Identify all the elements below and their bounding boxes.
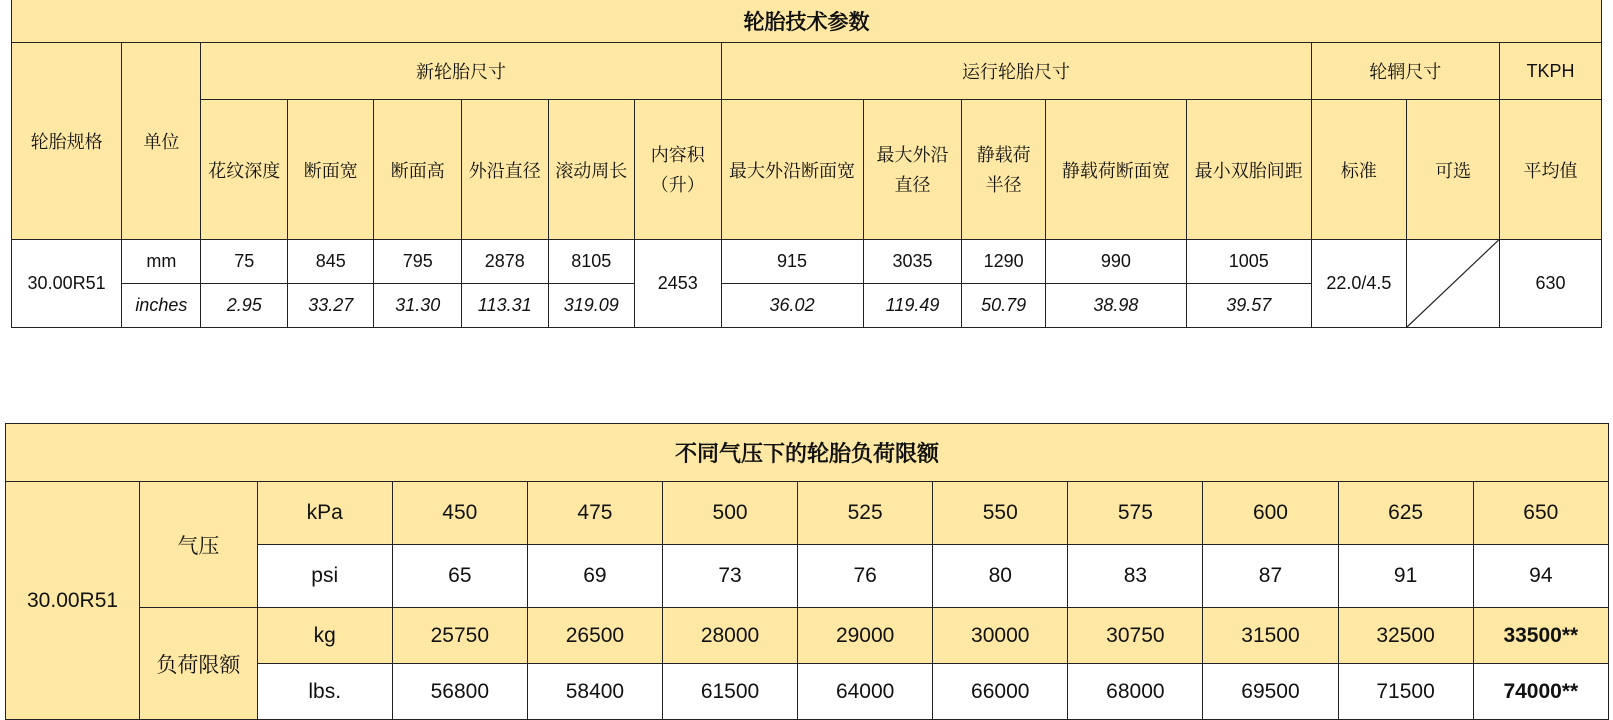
unit-psi: psi [257,545,392,608]
lbs-value: 66000 [933,664,1068,720]
header-static-load-radius-line2: 半径 [985,174,1022,195]
cell-static-load-radius-in: 50.79 [962,284,1045,328]
header-outer-diameter: 外沿直径 [462,100,549,240]
header-group-rim: 轮辋尺寸 [1311,43,1499,100]
header-tread-depth: 花纹深度 [201,100,288,240]
header-static-load-radius [962,100,1045,240]
lbs-value: 64000 [798,664,933,720]
lbs-value: 68000 [1068,664,1203,720]
header-static-load-section-width: 静载荷断面宽 [1045,100,1186,240]
header-max-outer-section-width: 最大外沿断面宽 [721,100,863,240]
lbs-value: 69500 [1203,664,1338,720]
label-load-limit: 负荷限额 [140,608,258,720]
header-group-new-tire: 新轮胎尺寸 [201,43,721,100]
psi-value: 94 [1473,545,1608,608]
kg-value: 26500 [527,608,662,664]
cell-section-width-mm: 845 [287,240,374,284]
header-rim-optional: 可选 [1407,100,1500,240]
cell-unit-mm: mm [122,240,201,284]
cell-rim-optional-empty [1407,240,1500,328]
diagonal-slash [1407,240,1499,327]
kpa-value: 500 [662,482,797,545]
kpa-value: 650 [1473,482,1608,545]
cell-rolling-circ-in: 319.09 [548,284,635,328]
cell-min-dual-spacing-mm: 1005 [1186,240,1311,284]
kpa-value: 450 [392,482,527,545]
cell-rolling-circ-mm: 8105 [548,240,635,284]
cell-min-dual-spacing-in: 39.57 [1186,284,1311,328]
kg-value: 31500 [1203,608,1338,664]
psi-value: 83 [1068,545,1203,608]
cell-rim-standard: 22.0/4.5 [1311,240,1407,328]
kg-value: 25750 [392,608,527,664]
kpa-value: 575 [1068,482,1203,545]
cell-max-outer-section-width-mm: 915 [721,240,863,284]
kpa-value: 600 [1203,482,1338,545]
header-volume-line2: （升） [650,174,705,195]
header-rim-standard: 标准 [1311,100,1407,240]
header-section-height: 断面高 [374,100,462,240]
cell-max-outer-diameter-in: 119.49 [863,284,962,328]
psi-value: 73 [662,545,797,608]
psi-value: 80 [933,545,1068,608]
cell-static-load-section-width-mm: 990 [1045,240,1186,284]
cell-section-height-mm: 795 [374,240,462,284]
cell-section-height-in: 31.30 [374,284,462,328]
kg-value: 32500 [1338,608,1473,664]
header-group-running-tire: 运行轮胎尺寸 [721,43,1311,100]
header-tire-spec: 轮胎规格 [12,43,122,240]
kpa-value: 475 [527,482,662,545]
lbs-value-max: 74000** [1473,664,1608,720]
cell-static-load-section-width-in: 38.98 [1045,284,1186,328]
cell-volume: 2453 [635,240,722,328]
psi-value: 65 [392,545,527,608]
psi-value: 91 [1338,545,1473,608]
header-max-outer-diameter-line1: 最大外沿 [876,144,949,165]
cell-max-outer-diameter-mm: 3035 [863,240,962,284]
cell-tread-depth-in: 2.95 [201,284,288,328]
header-max-outer-diameter-line2: 直径 [894,174,931,195]
unit-lbs: lbs. [257,664,392,720]
spec-table-title: 轮胎技术参数 [12,0,1602,43]
kg-value-max: 33500** [1473,608,1608,664]
lbs-value: 56800 [392,664,527,720]
cell-tire-spec: 30.00R51 [12,240,122,328]
kpa-value: 550 [933,482,1068,545]
cell-unit-inches: inches [122,284,201,328]
load-limit-table [5,423,1609,720]
header-max-outer-diameter [863,100,962,240]
cell-tread-depth-mm: 75 [201,240,288,284]
header-tkph-average: 平均值 [1499,100,1601,240]
header-static-load-radius-line1: 静载荷 [976,144,1031,165]
load-table-title: 不同气压下的轮胎负荷限额 [6,424,1609,482]
unit-kg: kg [257,608,392,664]
cell-tkph: 630 [1499,240,1601,328]
cell-outer-diameter-mm: 2878 [462,240,549,284]
label-pressure: 气压 [140,482,258,608]
header-volume [635,100,722,240]
header-min-dual-spacing: 最小双胎间距 [1186,100,1311,240]
kg-value: 29000 [798,608,933,664]
tire-spec-table [11,0,1602,328]
cell-section-width-in: 33.27 [287,284,374,328]
lbs-value: 58400 [527,664,662,720]
lbs-value: 61500 [662,664,797,720]
kpa-value: 525 [798,482,933,545]
header-section-width: 断面宽 [287,100,374,240]
psi-value: 69 [527,545,662,608]
header-group-tkph: TKPH [1499,43,1601,100]
header-rolling-circumference: 滚动周长 [548,100,635,240]
lbs-value: 71500 [1338,664,1473,720]
psi-value: 76 [798,545,933,608]
kg-value: 30750 [1068,608,1203,664]
unit-kpa: kPa [257,482,392,545]
kg-value: 28000 [662,608,797,664]
kg-value: 30000 [933,608,1068,664]
cell-outer-diameter-in: 113.31 [462,284,549,328]
cell-static-load-radius-mm: 1290 [962,240,1045,284]
header-volume-line1: 内容积 [650,144,705,165]
load-tire-spec: 30.00R51 [6,482,140,720]
kpa-value: 625 [1338,482,1473,545]
header-unit: 单位 [122,43,201,240]
psi-value: 87 [1203,545,1338,608]
cell-max-outer-section-width-in: 36.02 [721,284,863,328]
